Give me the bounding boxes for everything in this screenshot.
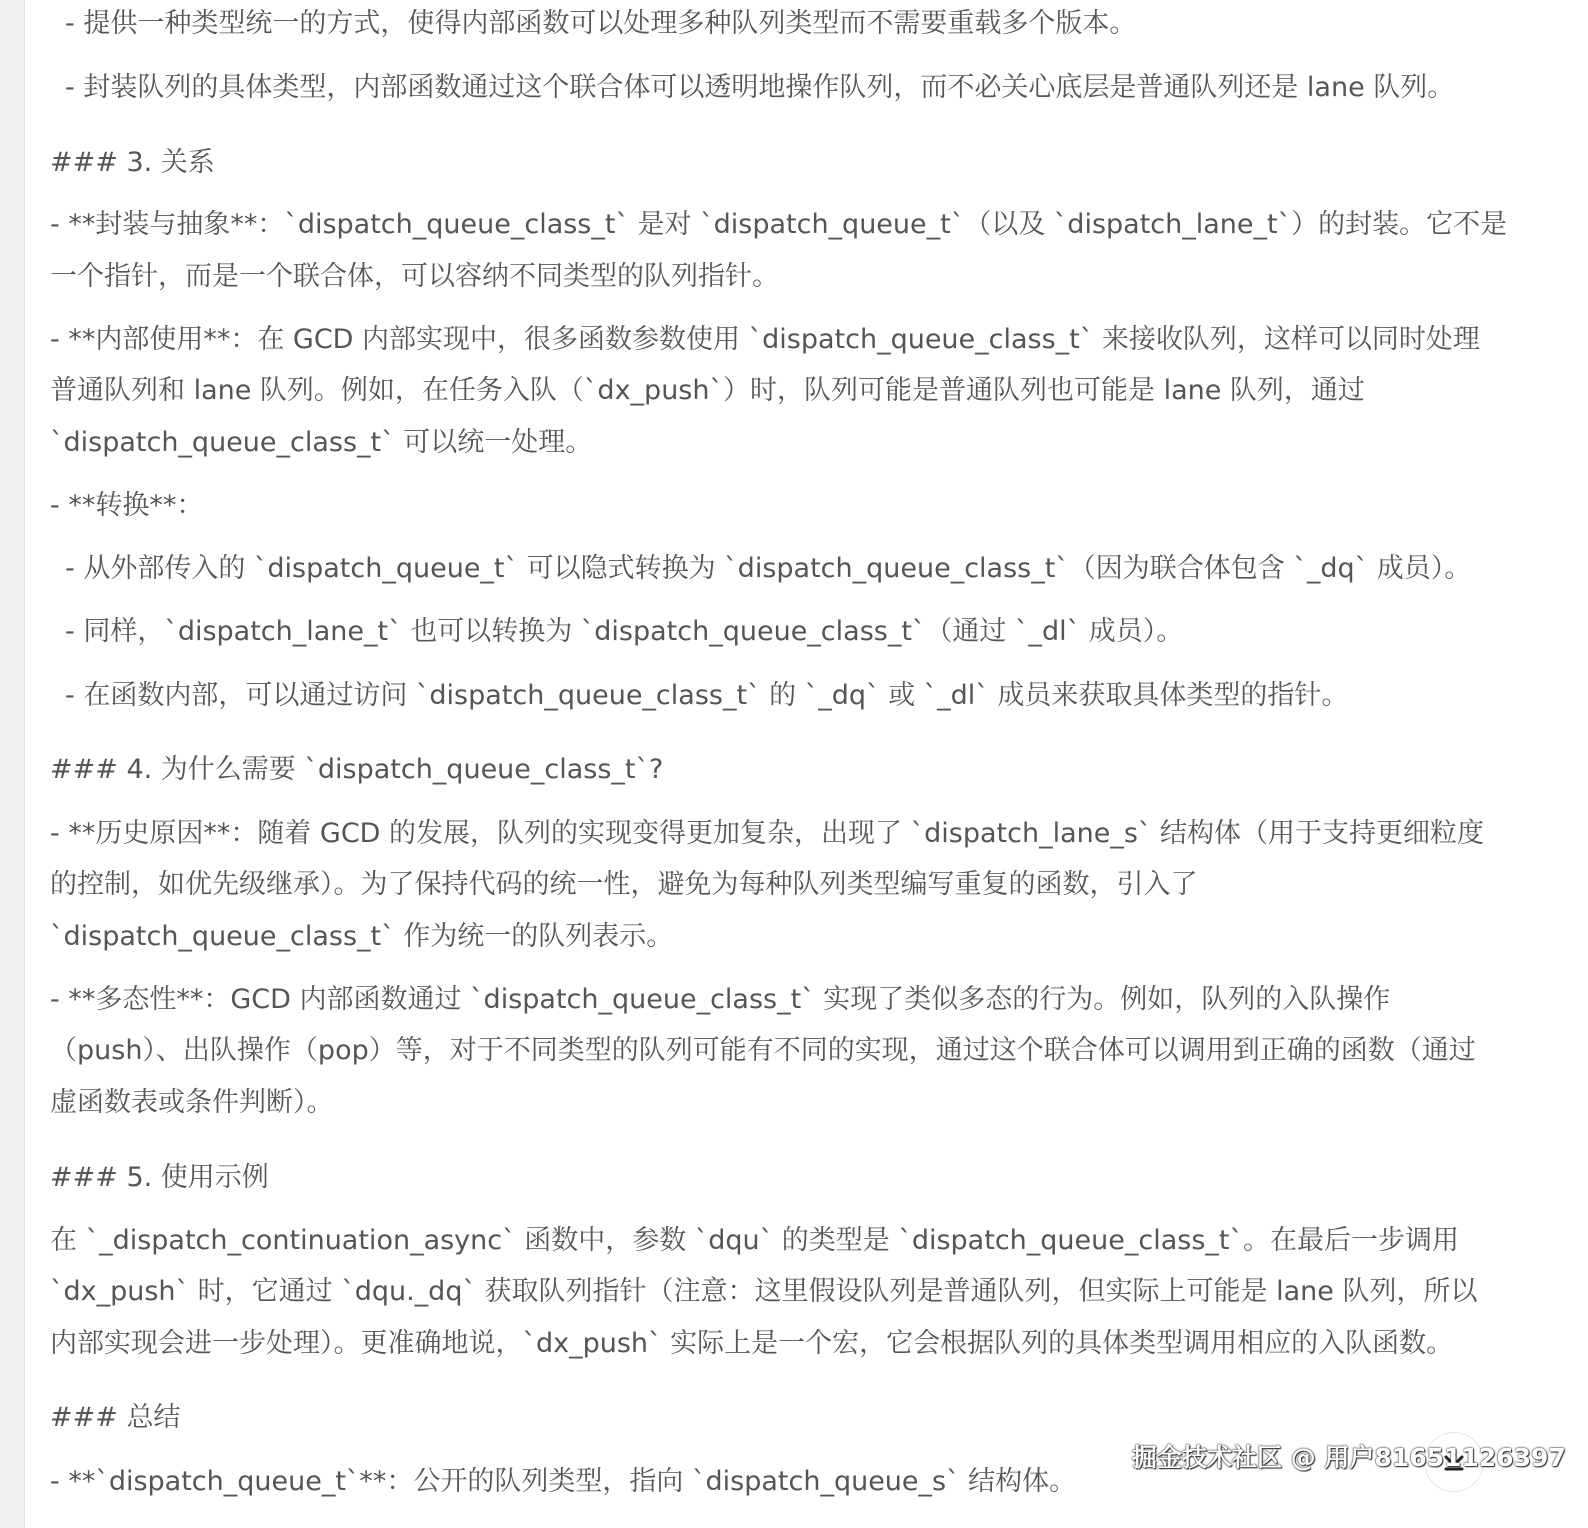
text-line: 的控制，如优先级继承）。为了保持代码的统一性，避免为每种队列类型编写重复的函数，引入了 (50, 869, 1198, 900)
text-line: - **转换**： (50, 490, 204, 521)
text-line: 在 `_dispatch_continuation_async` 函数中，参数 `dqu` 的类型是 `dispatch_queue_class_t`。在最后一步调用 (50, 1225, 1459, 1256)
text-line: - 同样，`dispatch_lane_t` 也可以转换为 `dispatch_queue_class_t`（通过 `_dl` 成员）。 (65, 616, 1184, 647)
text-line: （push）、出队操作（pop）等，对于不同类型的队列可能有不同的实现，通过这个联合体可以调用到正确的函数（通过 (50, 1035, 1476, 1066)
text-line: 普通队列和 lane 队列。例如，在任务入队（`dx_push`）时，队列可能是普通队列也可能是 lane 队列，通过 (50, 375, 1365, 406)
text-line: - **历史原因**：随着 GCD 的发展，队列的实现变得更加复杂，出现了 `dispatch_lane_s` 结构体（用于支持更细粒度 (50, 818, 1484, 849)
text-line: 一个指针，而是一个联合体，可以容纳不同类型的队列指针。 (50, 261, 779, 292)
text-line: 内部实现会进一步处理）。更准确地说，`dx_push` 实际上是一个宏，它会根据队列的具体类型调用相应的入队函数。 (50, 1328, 1454, 1359)
watermark: 掘金技术社区 @ 用户8165112639​7 (1132, 1443, 1566, 1472)
text-line: - **内部使用**：在 GCD 内部实现中，很多函数参数使用 `dispatch_queue_class_t` 来接收队列，这样可以同时处理 (50, 324, 1480, 355)
text-line: - 封装队列的具体类型，内部函数通过这个联合体可以透明地操作队列，而不必关心底层是普通队列还是 lane 队列。 (65, 72, 1455, 103)
text-line: - 提供一种类型统一的方式，使得内部函数可以处理多种队列类型而不需要重载多个版本。 (65, 8, 1137, 39)
left-margin-rule (0, 0, 25, 1528)
section-heading: ### 4. 为什么需要 `dispatch_queue_class_t`? (50, 754, 664, 785)
text-line: 虚函数表或条件判断）。 (50, 1087, 334, 1118)
section-heading: ### 3. 关系 (50, 147, 215, 178)
section-heading: ### 总结 (50, 1402, 181, 1433)
text-line: `dx_push` 时，它通过 `dqu._dq` 获取队列指针（注意：这里假设队列是普通队列，但实际上可能是 lane 队列，所以 (50, 1276, 1478, 1307)
text-line: `dispatch_queue_class_t` 作为统一的队列表示。 (50, 921, 674, 952)
text-line: - **多态性**：GCD 内部函数通过 `dispatch_queue_class_t` 实现了类似多态的行为。例如，队列的入队操作 (50, 984, 1391, 1015)
text-line: - 在函数内部，可以通过访问 `dispatch_queue_class_t` 的 `_dq` 或 `_dl` 成员来获取具体类型的指针。 (65, 680, 1349, 711)
text-line: `dispatch_queue_class_t` 可以统一处理。 (50, 427, 593, 458)
text-line: - **封装与抽象**：`dispatch_queue_class_t` 是对 `dispatch_queue_t`（以及 `dispatch_lane_t`）的封装。它不是 (50, 209, 1508, 240)
section-heading: ### 5. 使用示例 (50, 1162, 269, 1193)
text-line: - **`dispatch_queue_t`**：公开的队列类型，指向 `dispatch_queue_s` 结构体。 (50, 1466, 1077, 1497)
text-line: - 从外部传入的 `dispatch_queue_t` 可以隐式转换为 `dispatch_queue_class_t`（因为联合体包含 `_dq` 成员）。 (65, 553, 1472, 584)
